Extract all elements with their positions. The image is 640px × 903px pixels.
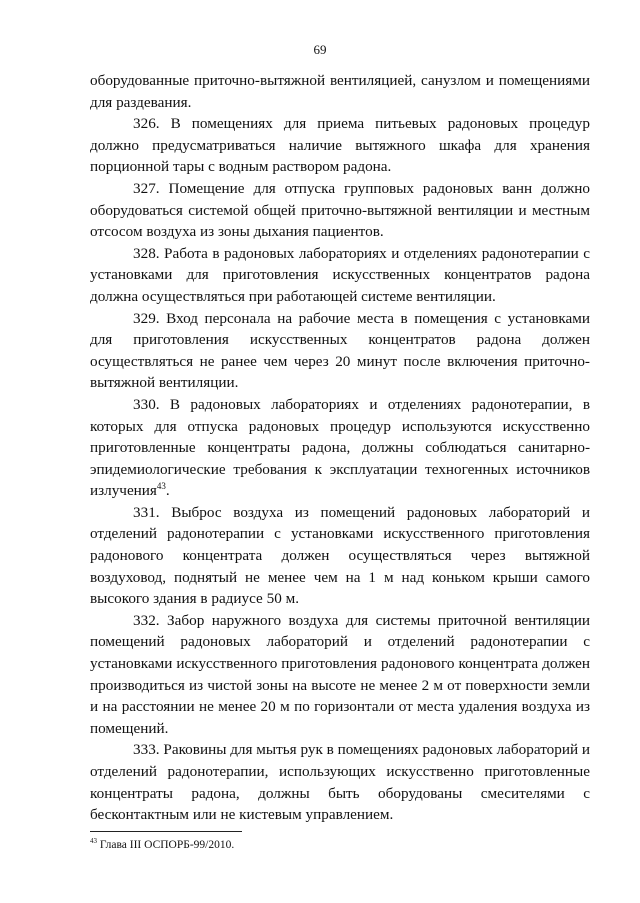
paragraph-330-end: .	[165, 482, 170, 500]
footnote-reference-43[interactable]: 43	[156, 481, 166, 492]
paragraph-328: 328. Работа в радоновых лабораториях и отделениях радонотерапии с установками для приготовления искусственных концентратов радона должна осуществляться при работающей системе вентиляции.	[90, 244, 590, 305]
paragraph-330	[90, 394, 590, 502]
page-body	[90, 70, 590, 826]
page-number: 69	[313, 42, 327, 57]
paragraph-327: 327. Помещение для отпуска групповых радоновых ванн должно оборудоваться системой общей приточно-вытяжной вентиляции и местным отсосом воздуха из зоны дыхания пациентов.	[90, 179, 590, 241]
paragraph-326: 326. В помещениях для приема питьевых радоновых процедур должно предусматриваться наличие вытяжного шкафа для хранения порционной тары с водным раствором радона.	[90, 115, 590, 176]
footnote-divider	[90, 831, 242, 832]
footnote-text: Глава III ОСПОРБ-99/2010.	[97, 839, 235, 851]
footnote-marker: 43	[90, 837, 97, 846]
paragraph-331: 331. Выброс воздуха из помещений радоновых лабораторий и отделений радонотерапии с установками искусственного приготовления радонового концентрата должен осуществляться через вытяжной воздуховод, поднятый не менее чем на 1 м над коньком крыши самого высокого здания в радиусе 50 м.	[90, 503, 590, 608]
paragraph-332: 332. Забор наружного воздуха для системы приточной вентиляции помещений радоновых лабораторий и отделений радонотерапии с установками искусственного приготовления радонового концентрата должен производиться из чистой зоны на высоте не менее 2 м от поверхности земли и на расстоянии не менее 20 м по горизонтали от места удаления воздуха из помещений.	[90, 611, 590, 737]
paragraph-continued: оборудованные приточно-вытяжной вентиляцией, санузлом и помещениями для раздевания.	[90, 72, 590, 111]
paragraph-330-text: 330. В радоновых лабораториях и отделениях радонотерапии, в которых для отпуска радоновых процедур используются искусственно приготовленные концентраты радона, должны соблюдаться санитарно-эпидемиологические требования к эксплуатации техногенных источников излучения	[90, 395, 590, 500]
paragraph-333: 333. Раковины для мытья рук в помещениях радоновых лабораторий и отделений радонотерапии, использующих искусственно приготовленные концентраты радона, должны быть оборудованы смесителями с бесконтактным или не кистевым управлением.	[90, 741, 590, 824]
footnote	[90, 838, 590, 852]
paragraph-329: 329. Вход персонала на рабочие места в помещения с установками для приготовления искусственных концентратов радона должен осуществляться не ранее чем через 20 минут после включения приточно-вытяжной вентиляции.	[90, 309, 590, 392]
